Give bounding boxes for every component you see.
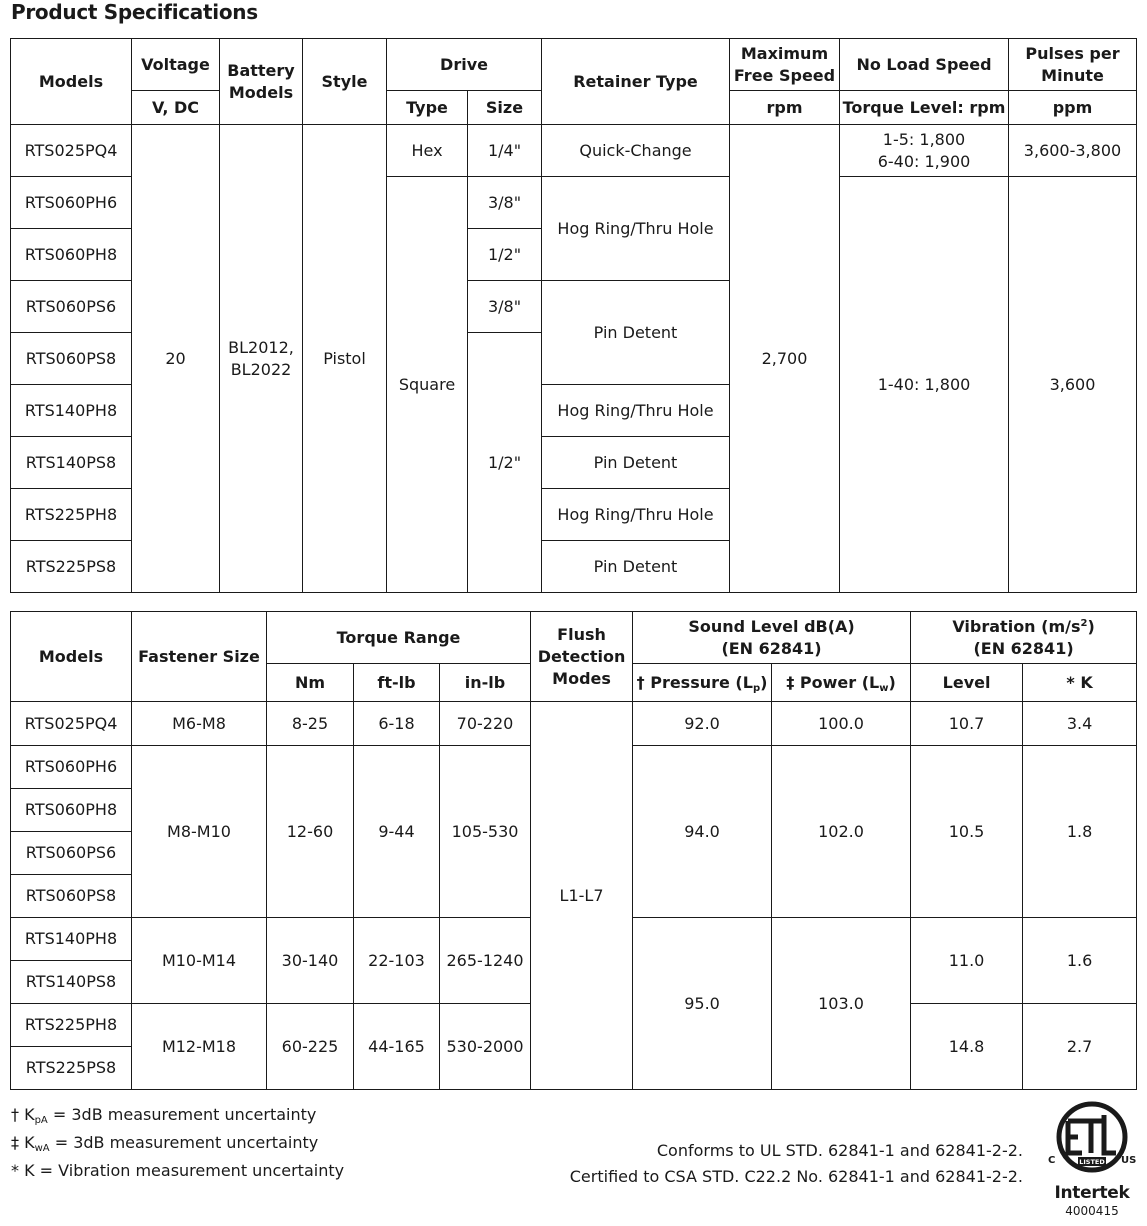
model-cell: RTS140PH8 [11, 918, 132, 961]
model-cell: RTS225PH8 [11, 489, 132, 541]
footnotes [11, 1101, 344, 1185]
fastener-size-cell: M10-M14 [132, 918, 267, 1004]
drive-type-cell: Hex [387, 125, 468, 177]
header-vibration [911, 612, 1137, 664]
header-vibration-k: * K [1023, 664, 1137, 702]
footnote-pressure-uncertainty [11, 1101, 344, 1129]
header-vibration-title [913, 616, 1134, 638]
header-power-close: ) [888, 672, 896, 692]
etl-certification-mark [1044, 1101, 1140, 1223]
certification-number: 4000415 [1065, 1204, 1119, 1218]
model-cell: RTS025PQ4 [11, 702, 132, 746]
header-ft-lb: ft-lb [354, 664, 440, 702]
torque-nm-cell: 30-140 [267, 918, 354, 1004]
model-cell: RTS060PS6 [11, 832, 132, 875]
page-title: Product Specifications [11, 0, 258, 24]
battery-models-value: BL2012, BL2022 [220, 125, 303, 593]
header-sound-level-title: Sound Level dB(A) [688, 616, 855, 636]
vibration-level-cell: 14.8 [911, 1004, 1023, 1090]
retainer-type-cell: Hog Ring/Thru Hole [542, 177, 730, 281]
header-models: Models [11, 39, 132, 125]
product-specifications-table [10, 38, 1137, 593]
model-cell: RTS225PH8 [11, 1004, 132, 1047]
retainer-type-cell: Pin Detent [542, 437, 730, 489]
footnote-subscript: pA [34, 1115, 48, 1126]
header-drive-type: Type [387, 91, 468, 125]
etl-listed-text: LISTED [1079, 1158, 1105, 1166]
sound-power-cell: 102.0 [772, 746, 911, 918]
torque-inlb-cell: 105-530 [440, 746, 531, 918]
conformity-ul: Conforms to UL STD. 62841-1 and 62841-2-2. [656, 1141, 1023, 1160]
sound-pressure-cell: 95.0 [633, 918, 772, 1090]
drive-size-cell: 3/8" [468, 281, 542, 333]
fastener-size-cell: M8-M10 [132, 746, 267, 918]
fastener-size-cell: M12-M18 [132, 1004, 267, 1090]
vibration-level-cell: 10.5 [911, 746, 1023, 918]
footnote-text: † K [11, 1105, 35, 1124]
torque-ftlb-cell: 6-18 [354, 702, 440, 746]
header-max-free-speed: Maximum Free Speed [730, 39, 840, 91]
pulses-cell: 3,600-3,800 [1009, 125, 1137, 177]
flush-detection-value: L1-L7 [531, 702, 633, 1090]
conformity-csa: Certified to CSA STD. C22.2 No. 62841-1 and 62841-2-2. [569, 1167, 1023, 1186]
drive-size-cell: 1/4" [468, 125, 542, 177]
model-cell: RTS140PS8 [11, 961, 132, 1004]
conformity-statement [570, 1138, 1023, 1190]
sound-pressure-cell: 92.0 [633, 702, 772, 746]
sound-power-cell: 103.0 [772, 918, 911, 1090]
no-load-speed-cell [840, 125, 1009, 177]
footnote-subscript: wA [34, 1143, 50, 1154]
model-cell: RTS225PS8 [11, 541, 132, 593]
torque-nm-cell: 60-225 [267, 1004, 354, 1090]
header-vibration-close: ) [1087, 616, 1095, 636]
torque-ftlb-cell: 22-103 [354, 918, 440, 1004]
header-pressure-text: † Pressure (L [636, 672, 753, 692]
retainer-type-cell: Pin Detent [542, 541, 730, 593]
header-pressure-close: ) [760, 672, 768, 692]
header-fastener-size: Fastener Size [132, 612, 267, 702]
header-no-load-unit: Torque Level: rpm [840, 91, 1009, 125]
model-cell: RTS060PH8 [11, 789, 132, 832]
header-vibration-superscript: 2 [1080, 617, 1088, 629]
model-cell: RTS140PH8 [11, 385, 132, 437]
torque-nm-cell: 12-60 [267, 746, 354, 918]
model-cell: RTS060PS8 [11, 333, 132, 385]
header-nm: Nm [267, 664, 354, 702]
intertek-brand: Intertek [1054, 1183, 1130, 1203]
vibration-k-cell: 1.8 [1023, 746, 1137, 918]
vibration-k-cell: 3.4 [1023, 702, 1137, 746]
header-torque-range: Torque Range [267, 612, 531, 664]
etl-us-mark: US [1121, 1155, 1137, 1166]
model-cell: RTS060PS8 [11, 875, 132, 918]
performance-specifications-table [10, 611, 1137, 1090]
header-sound-level-standard: (EN 62841) [721, 638, 822, 658]
model-cell: RTS060PS6 [11, 281, 132, 333]
no-load-speed-line: 6-40: 1,900 [877, 151, 971, 171]
torque-ftlb-cell: 9-44 [354, 746, 440, 918]
footnote-vibration-uncertainty: * K = Vibration measurement uncertainty [11, 1161, 345, 1180]
footnote-power-uncertainty [11, 1129, 344, 1157]
header-style: Style [303, 39, 387, 125]
model-cell: RTS060PH6 [11, 746, 132, 789]
no-load-speed-line: 1-5: 1,800 [882, 129, 966, 149]
voltage-value: 20 [132, 125, 220, 593]
drive-type-cell: Square [387, 177, 468, 593]
header-power-text: ‡ Power (L [786, 672, 880, 692]
footnote-text: = 3dB measurement uncertainty [49, 1133, 319, 1152]
header-vibration-standard: (EN 62841) [973, 638, 1074, 658]
header-pulses-unit: ppm [1009, 91, 1137, 125]
header-drive-size: Size [468, 91, 542, 125]
retainer-type-cell: Quick-Change [542, 125, 730, 177]
header-voltage: Voltage [132, 39, 220, 91]
header-in-lb: in-lb [440, 664, 531, 702]
header-vibration-text: Vibration (m/s [952, 616, 1081, 636]
header-no-load-speed: No Load Speed [840, 39, 1009, 91]
vibration-level-cell: 11.0 [911, 918, 1023, 1004]
header-battery-models: Battery Models [220, 39, 303, 125]
header-vibration-level: Level [911, 664, 1023, 702]
drive-size-cell: 3/8" [468, 177, 542, 229]
header-power-subscript: w [879, 682, 889, 694]
drive-size-cell: 1/2" [468, 333, 542, 593]
fastener-size-cell: M6-M8 [132, 702, 267, 746]
header-power [772, 664, 911, 702]
model-cell: RTS140PS8 [11, 437, 132, 489]
header-sound-level [633, 612, 911, 664]
retainer-type-cell: Pin Detent [542, 281, 730, 385]
vibration-level-cell: 10.7 [911, 702, 1023, 746]
torque-inlb-cell: 265-1240 [440, 918, 531, 1004]
model-cell: RTS060PH6 [11, 177, 132, 229]
header-flush-detection-modes: Flush Detection Modes [531, 612, 633, 702]
model-cell: RTS225PS8 [11, 1047, 132, 1090]
retainer-type-cell: Hog Ring/Thru Hole [542, 385, 730, 437]
header-drive: Drive [387, 39, 542, 91]
etl-listed-logo-icon [1044, 1101, 1140, 1183]
sound-pressure-cell: 94.0 [633, 746, 772, 918]
torque-nm-cell: 8-25 [267, 702, 354, 746]
footnote-text: = 3dB measurement uncertainty [47, 1105, 317, 1124]
pulses-cell: 3,600 [1009, 177, 1137, 593]
etl-c-mark: C [1048, 1155, 1056, 1166]
header-pressure-subscript: p [752, 682, 761, 694]
footnote-text: ‡ K [11, 1133, 35, 1152]
header-pressure [633, 664, 772, 702]
header-max-speed-unit: rpm [730, 91, 840, 125]
model-cell: RTS025PQ4 [11, 125, 132, 177]
torque-inlb-cell: 530-2000 [440, 1004, 531, 1090]
retainer-type-cell: Hog Ring/Thru Hole [542, 489, 730, 541]
sound-power-cell: 100.0 [772, 702, 911, 746]
header-models: Models [11, 612, 132, 702]
header-pulses-per-minute: Pulses per Minute [1009, 39, 1137, 91]
header-voltage-unit: V, DC [132, 91, 220, 125]
model-cell: RTS060PH8 [11, 229, 132, 281]
vibration-k-cell: 2.7 [1023, 1004, 1137, 1090]
torque-inlb-cell: 70-220 [440, 702, 531, 746]
drive-size-cell: 1/2" [468, 229, 542, 281]
header-retainer-type: Retainer Type [542, 39, 730, 125]
style-value: Pistol [303, 125, 387, 593]
vibration-k-cell: 1.6 [1023, 918, 1137, 1004]
no-load-speed-cell: 1-40: 1,800 [840, 177, 1009, 593]
max-free-speed-value: 2,700 [730, 125, 840, 593]
torque-ftlb-cell: 44-165 [354, 1004, 440, 1090]
